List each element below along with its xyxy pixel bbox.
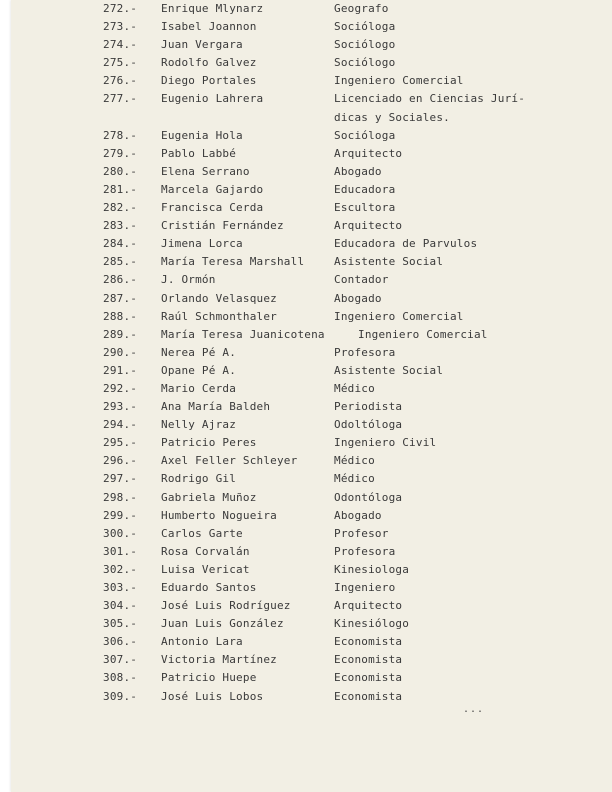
entry-number: 290.-	[103, 345, 138, 359]
entry-name: Eugenio Lahrera	[161, 92, 264, 106]
list-item	[103, 0, 603, 18]
entry-name: Eugenia Hola	[161, 128, 243, 142]
entry-number: 286.-	[103, 273, 138, 287]
entry-profession: Educadora	[334, 182, 396, 196]
entry-profession: Licenciado en Ciencias Jurí- dicas y Sociales.	[334, 92, 526, 124]
entry-number: 291.-	[103, 363, 138, 377]
entry-name: Rodrigo Gil	[161, 472, 237, 486]
list-item	[103, 633, 603, 651]
entry-number: 272.-	[103, 2, 138, 15]
entry-number: 279.-	[103, 146, 138, 160]
entry-name: Marcela Gajardo	[161, 182, 264, 196]
entry-number: 275.-	[103, 56, 138, 70]
list-item	[103, 651, 603, 669]
entry-profession: Ingeniero Civil	[334, 436, 437, 450]
entry-name: Luisa Vericat	[161, 562, 250, 576]
entry-profession: Kinesiologa	[334, 562, 410, 576]
entry-name: Isabel Joannon	[161, 20, 257, 34]
entry-profession: Asistente Social	[334, 255, 444, 269]
list-item	[103, 253, 603, 271]
entry-name: Rodolfo Galvez	[161, 56, 257, 70]
entry-name: Juan Vergara	[161, 38, 243, 52]
entry-name: María Teresa Juanicotena	[161, 327, 325, 341]
entry-profession: Arquitecto	[334, 146, 403, 160]
entry-profession: Socióloga	[334, 20, 396, 34]
entry-profession: Economista	[334, 671, 403, 685]
entry-name: José Luis Lobos	[161, 689, 264, 703]
list-item	[103, 326, 603, 344]
entry-profession: Médico	[334, 454, 375, 468]
list-item	[103, 452, 603, 470]
entry-profession: Ingeniero	[334, 581, 396, 594]
list-item	[103, 217, 603, 235]
entry-number: 285.-	[103, 255, 138, 269]
entry-number: 305.-	[103, 617, 138, 631]
list-item	[103, 597, 603, 615]
entry-number: 293.-	[103, 400, 138, 414]
entry-name: Axel Feller Schleyer	[161, 454, 298, 468]
entry-number: 302.-	[103, 562, 138, 576]
entry-name: Rosa Corvalán	[161, 544, 250, 558]
entry-name: Victoria Martínez	[161, 653, 277, 667]
entry-profession: Médico	[334, 472, 375, 486]
entry-number: 301.-	[103, 544, 138, 558]
entry-number: 306.-	[103, 635, 138, 649]
entry-name: Gabriela Muñoz	[161, 490, 257, 504]
list-item	[103, 271, 603, 289]
entry-number: 297.-	[103, 472, 138, 486]
list-item	[103, 398, 603, 416]
list-item	[103, 489, 603, 507]
entry-number: 299.-	[103, 508, 138, 522]
entry-number: 292.-	[103, 381, 138, 395]
entry-name: Raúl Schmonthaler	[161, 309, 277, 323]
entry-number: 298.-	[103, 490, 138, 504]
entry-number: 278.-	[103, 128, 138, 142]
entry-profession: Kinesiólogo	[334, 617, 410, 631]
list-item	[103, 181, 603, 199]
list-item	[103, 72, 603, 90]
entry-name: Nelly Ajraz	[161, 418, 237, 432]
list-item	[103, 362, 603, 380]
list-item	[103, 688, 603, 706]
list-item	[103, 507, 603, 525]
entry-name: Pablo Labbé	[161, 146, 237, 160]
entry-number: 304.-	[103, 599, 138, 613]
entry-profession: Médico	[334, 381, 375, 395]
page-continuation-mark: ...	[463, 704, 485, 715]
entry-profession: Abogado	[334, 508, 382, 522]
list-item	[103, 90, 603, 126]
entry-number: 303.-	[103, 581, 138, 594]
entry-name: Humberto Nogueira	[161, 508, 277, 522]
entry-profession: Socióloga	[334, 128, 396, 142]
list-item	[103, 145, 603, 163]
entry-profession: Asistente Social	[334, 363, 444, 377]
entry-name: J. Ormón	[161, 273, 216, 287]
entry-profession: Educadora de Parvulos	[334, 237, 478, 251]
entry-profession: Contador	[334, 273, 389, 287]
entry-number: 307.-	[103, 653, 138, 667]
entry-profession: Geografo	[334, 2, 389, 15]
entry-name: Cristián Fernández	[161, 219, 284, 233]
entry-profession: Abogado	[334, 164, 382, 178]
entry-name: Diego Portales	[161, 74, 257, 88]
entry-number: 283.-	[103, 219, 138, 233]
entry-name: Elena Serrano	[161, 164, 250, 178]
entry-name: Jimena Lorca	[161, 237, 243, 251]
entry-name: Eduardo Santos	[161, 581, 257, 594]
list-item	[103, 543, 603, 561]
entry-name: Ana María Baldeh	[161, 400, 271, 414]
entry-number: 289.-	[103, 327, 138, 341]
entry-profession: Ingeniero Comercial	[334, 309, 464, 323]
entry-name: María Teresa Marshall	[161, 255, 305, 269]
entry-name: Patricio Peres	[161, 436, 257, 450]
entry-number: 295.-	[103, 436, 138, 450]
membership-list	[103, 0, 603, 706]
entry-profession: Odontóloga	[334, 490, 403, 504]
entry-profession: Economista	[334, 653, 403, 667]
entry-name: Opane Pé A.	[161, 363, 237, 377]
list-item	[103, 36, 603, 54]
list-item	[103, 525, 603, 543]
entry-profession: Arquitecto	[334, 219, 403, 233]
list-item	[103, 290, 603, 308]
list-item	[103, 235, 603, 253]
list-item	[103, 199, 603, 217]
entry-number: 284.-	[103, 237, 138, 251]
entry-number: 309.-	[103, 689, 138, 703]
entry-name: Juan Luis González	[161, 617, 284, 631]
entry-name: Enrique Mlynarz	[161, 2, 264, 15]
entry-number: 276.-	[103, 74, 138, 88]
entry-profession: Periodista	[334, 400, 403, 414]
entry-profession: Sociólogo	[334, 38, 396, 52]
entry-number: 282.-	[103, 201, 138, 215]
entry-name: Antonio Lara	[161, 635, 243, 649]
entry-profession: Ingeniero Comercial	[334, 74, 464, 88]
entry-number: 308.-	[103, 671, 138, 685]
entry-name: José Luis Rodríguez	[161, 599, 291, 613]
list-item	[103, 615, 603, 633]
list-item	[103, 18, 603, 36]
entry-profession: Arquitecto	[334, 599, 403, 613]
entry-number: 300.-	[103, 526, 138, 540]
entry-profession: Escultora	[334, 201, 396, 215]
list-item	[103, 669, 603, 687]
entry-number: 277.-	[103, 92, 138, 106]
entry-name: Patricio Huepe	[161, 671, 257, 685]
entry-profession: Economista	[334, 689, 403, 703]
entry-number: 273.-	[103, 20, 138, 34]
entry-profession: Profesora	[334, 544, 396, 558]
entry-profession: Ingeniero Comercial	[358, 327, 488, 341]
entry-number: 281.-	[103, 182, 138, 196]
entry-number: 288.-	[103, 309, 138, 323]
entry-profession: Profesora	[334, 345, 396, 359]
entry-name: Orlando Velasquez	[161, 291, 277, 305]
entry-number: 294.-	[103, 418, 138, 432]
list-item	[103, 308, 603, 326]
entry-number: 296.-	[103, 454, 138, 468]
list-item	[103, 380, 603, 398]
list-item	[103, 344, 603, 362]
entry-number: 287.-	[103, 291, 138, 305]
entry-name: Mario Cerda	[161, 381, 237, 395]
list-item	[103, 54, 603, 72]
entry-profession: Sociólogo	[334, 56, 396, 70]
list-item	[103, 416, 603, 434]
list-item	[103, 579, 603, 597]
entry-name: Carlos Garte	[161, 526, 243, 540]
document-page	[11, 0, 612, 792]
list-item	[103, 163, 603, 181]
list-item	[103, 127, 603, 145]
entry-name: Nerea Pé A.	[161, 345, 237, 359]
list-item	[103, 434, 603, 452]
entry-profession: Profesor	[334, 526, 389, 540]
entry-number: 280.-	[103, 164, 138, 178]
entry-profession: Economista	[334, 635, 403, 649]
list-item	[103, 470, 603, 488]
entry-profession: Odoltóloga	[334, 418, 403, 432]
list-item	[103, 561, 603, 579]
entry-name: Francisca Cerda	[161, 201, 264, 215]
entry-profession: Abogado	[334, 291, 382, 305]
entry-number: 274.-	[103, 38, 138, 52]
